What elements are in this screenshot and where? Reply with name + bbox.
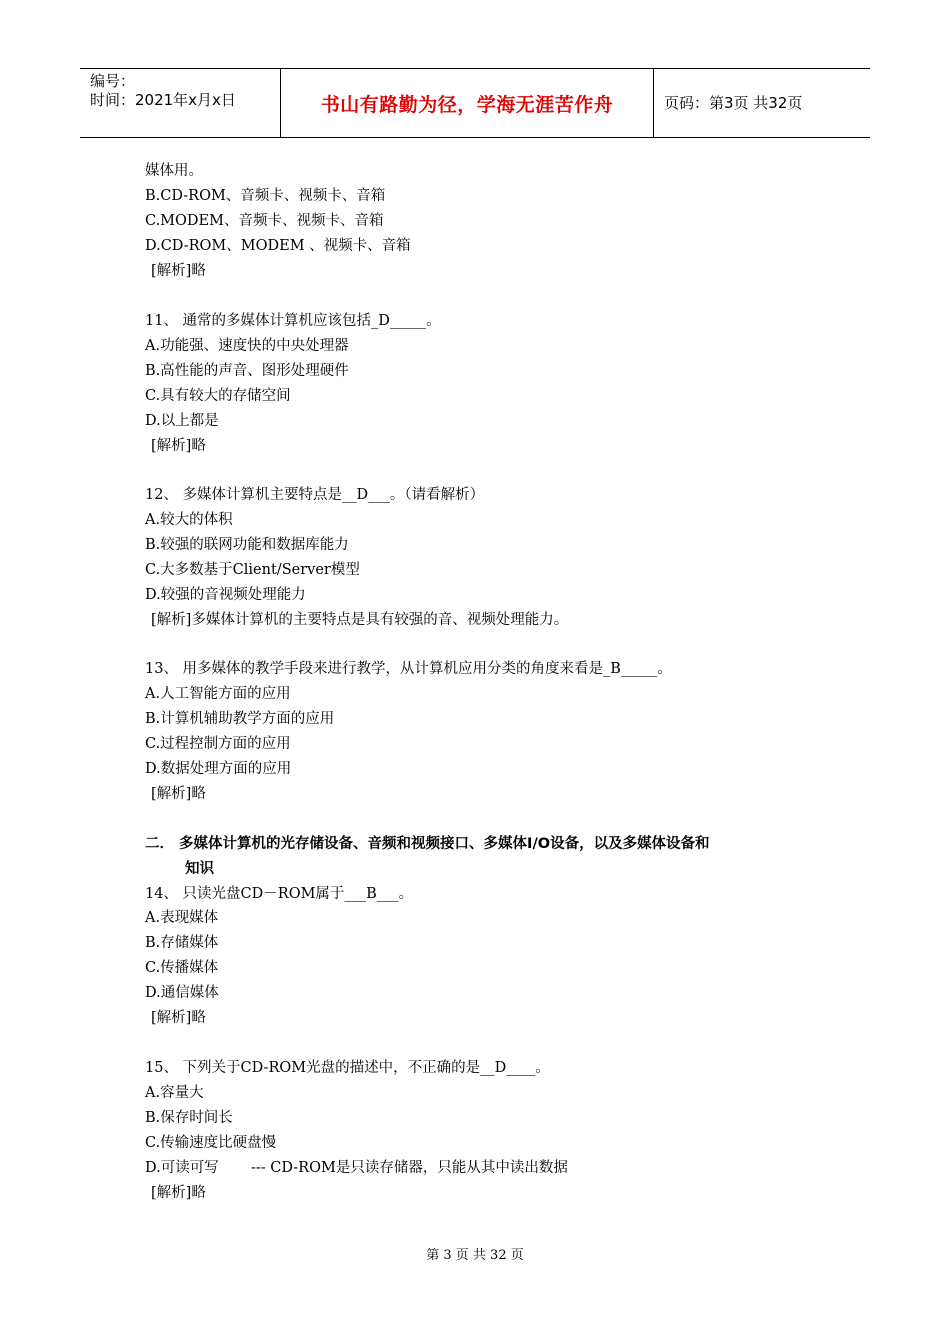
question-line: 15、 下列关于CD-ROM光盘的描述中，不正确的是__D____。 xyxy=(145,1060,550,1076)
question-line: 14、 只读光盘CD－ROM属于___B___。 xyxy=(145,886,414,902)
option-line: C.大多数基于Client/Server模型 xyxy=(145,562,360,578)
analysis-line: [解析]略 xyxy=(151,263,206,279)
header-right-cell xyxy=(654,69,870,137)
question-line: 12、 多媒体计算机主要特点是__D___。（请看解析） xyxy=(145,487,485,503)
option-line: C.MODEM、音频卡、视频卡、音箱 xyxy=(145,213,384,229)
page-label: 页码：第3页 共32页 xyxy=(664,94,803,112)
option-line: D.较强的音视频处理能力 xyxy=(145,587,306,603)
option-line: C.具有较大的存储空间 xyxy=(145,388,291,404)
section-heading: 二． 多媒体计算机的光存储设备、音频和视频接口、多媒体I/O设备，以及多媒体设备和 xyxy=(145,836,710,852)
option-line: A.较大的体积 xyxy=(145,512,233,528)
text-line: 媒体用。 xyxy=(145,163,203,179)
section-heading-cont: 知识 xyxy=(185,861,214,877)
page-header xyxy=(80,68,870,138)
option-line: C.传输速度比硬盘慢 xyxy=(145,1135,277,1151)
option-line: D.数据处理方面的应用 xyxy=(145,761,292,777)
page-footer: 第 3 页 共 32 页 xyxy=(426,1248,524,1263)
option-line: B.计算机辅助教学方面的应用 xyxy=(145,711,335,727)
option-line: B.保存时间长 xyxy=(145,1110,233,1126)
analysis-line: [解析]多媒体计算机的主要特点是具有较强的音、视频处理能力。 xyxy=(151,612,569,628)
option-line: C.过程控制方面的应用 xyxy=(145,736,291,752)
header-left-cell xyxy=(80,69,280,137)
option-line: D.以上都是 xyxy=(145,413,219,429)
analysis-line: [解析]略 xyxy=(151,1010,206,1026)
option-line: B.存储媒体 xyxy=(145,935,219,951)
option-line: D.可读可写 --- CD-ROM是只读存储器，只能从其中读出数据 xyxy=(145,1160,568,1176)
analysis-line: [解析]略 xyxy=(151,438,206,454)
analysis-line: [解析]略 xyxy=(151,786,206,802)
option-line: D.CD-ROM、MODEM 、视频卡、音箱 xyxy=(145,238,411,254)
option-line: B.高性能的声音、图形处理硬件 xyxy=(145,363,349,379)
option-line: A.容量大 xyxy=(145,1085,204,1101)
analysis-line: [解析]略 xyxy=(151,1185,206,1201)
option-line: A.功能强、速度快的中央处理器 xyxy=(145,338,349,354)
option-line: B.CD-ROM、音频卡、视频卡、音箱 xyxy=(145,188,386,204)
option-line: A.人工智能方面的应用 xyxy=(145,686,291,702)
option-line: D.通信媒体 xyxy=(145,985,219,1001)
header-center-cell xyxy=(281,69,653,137)
question-line: 11、 通常的多媒体计算机应该包括_D_____。 xyxy=(145,313,441,329)
option-line: C.传播媒体 xyxy=(145,960,219,976)
option-line: B.较强的联网功能和数据库能力 xyxy=(145,537,349,553)
motto: 书山有路勤为径，学海无涯苦作舟 xyxy=(320,94,614,116)
time-label: 时间：2021年x月x日 xyxy=(90,91,236,109)
question-line: 13、 用多媒体的教学手段来进行教学，从计算机应用分类的角度来看是_B_____。 xyxy=(145,661,672,677)
option-line: A.表现媒体 xyxy=(145,910,219,926)
number-label: 编号： xyxy=(90,72,136,90)
